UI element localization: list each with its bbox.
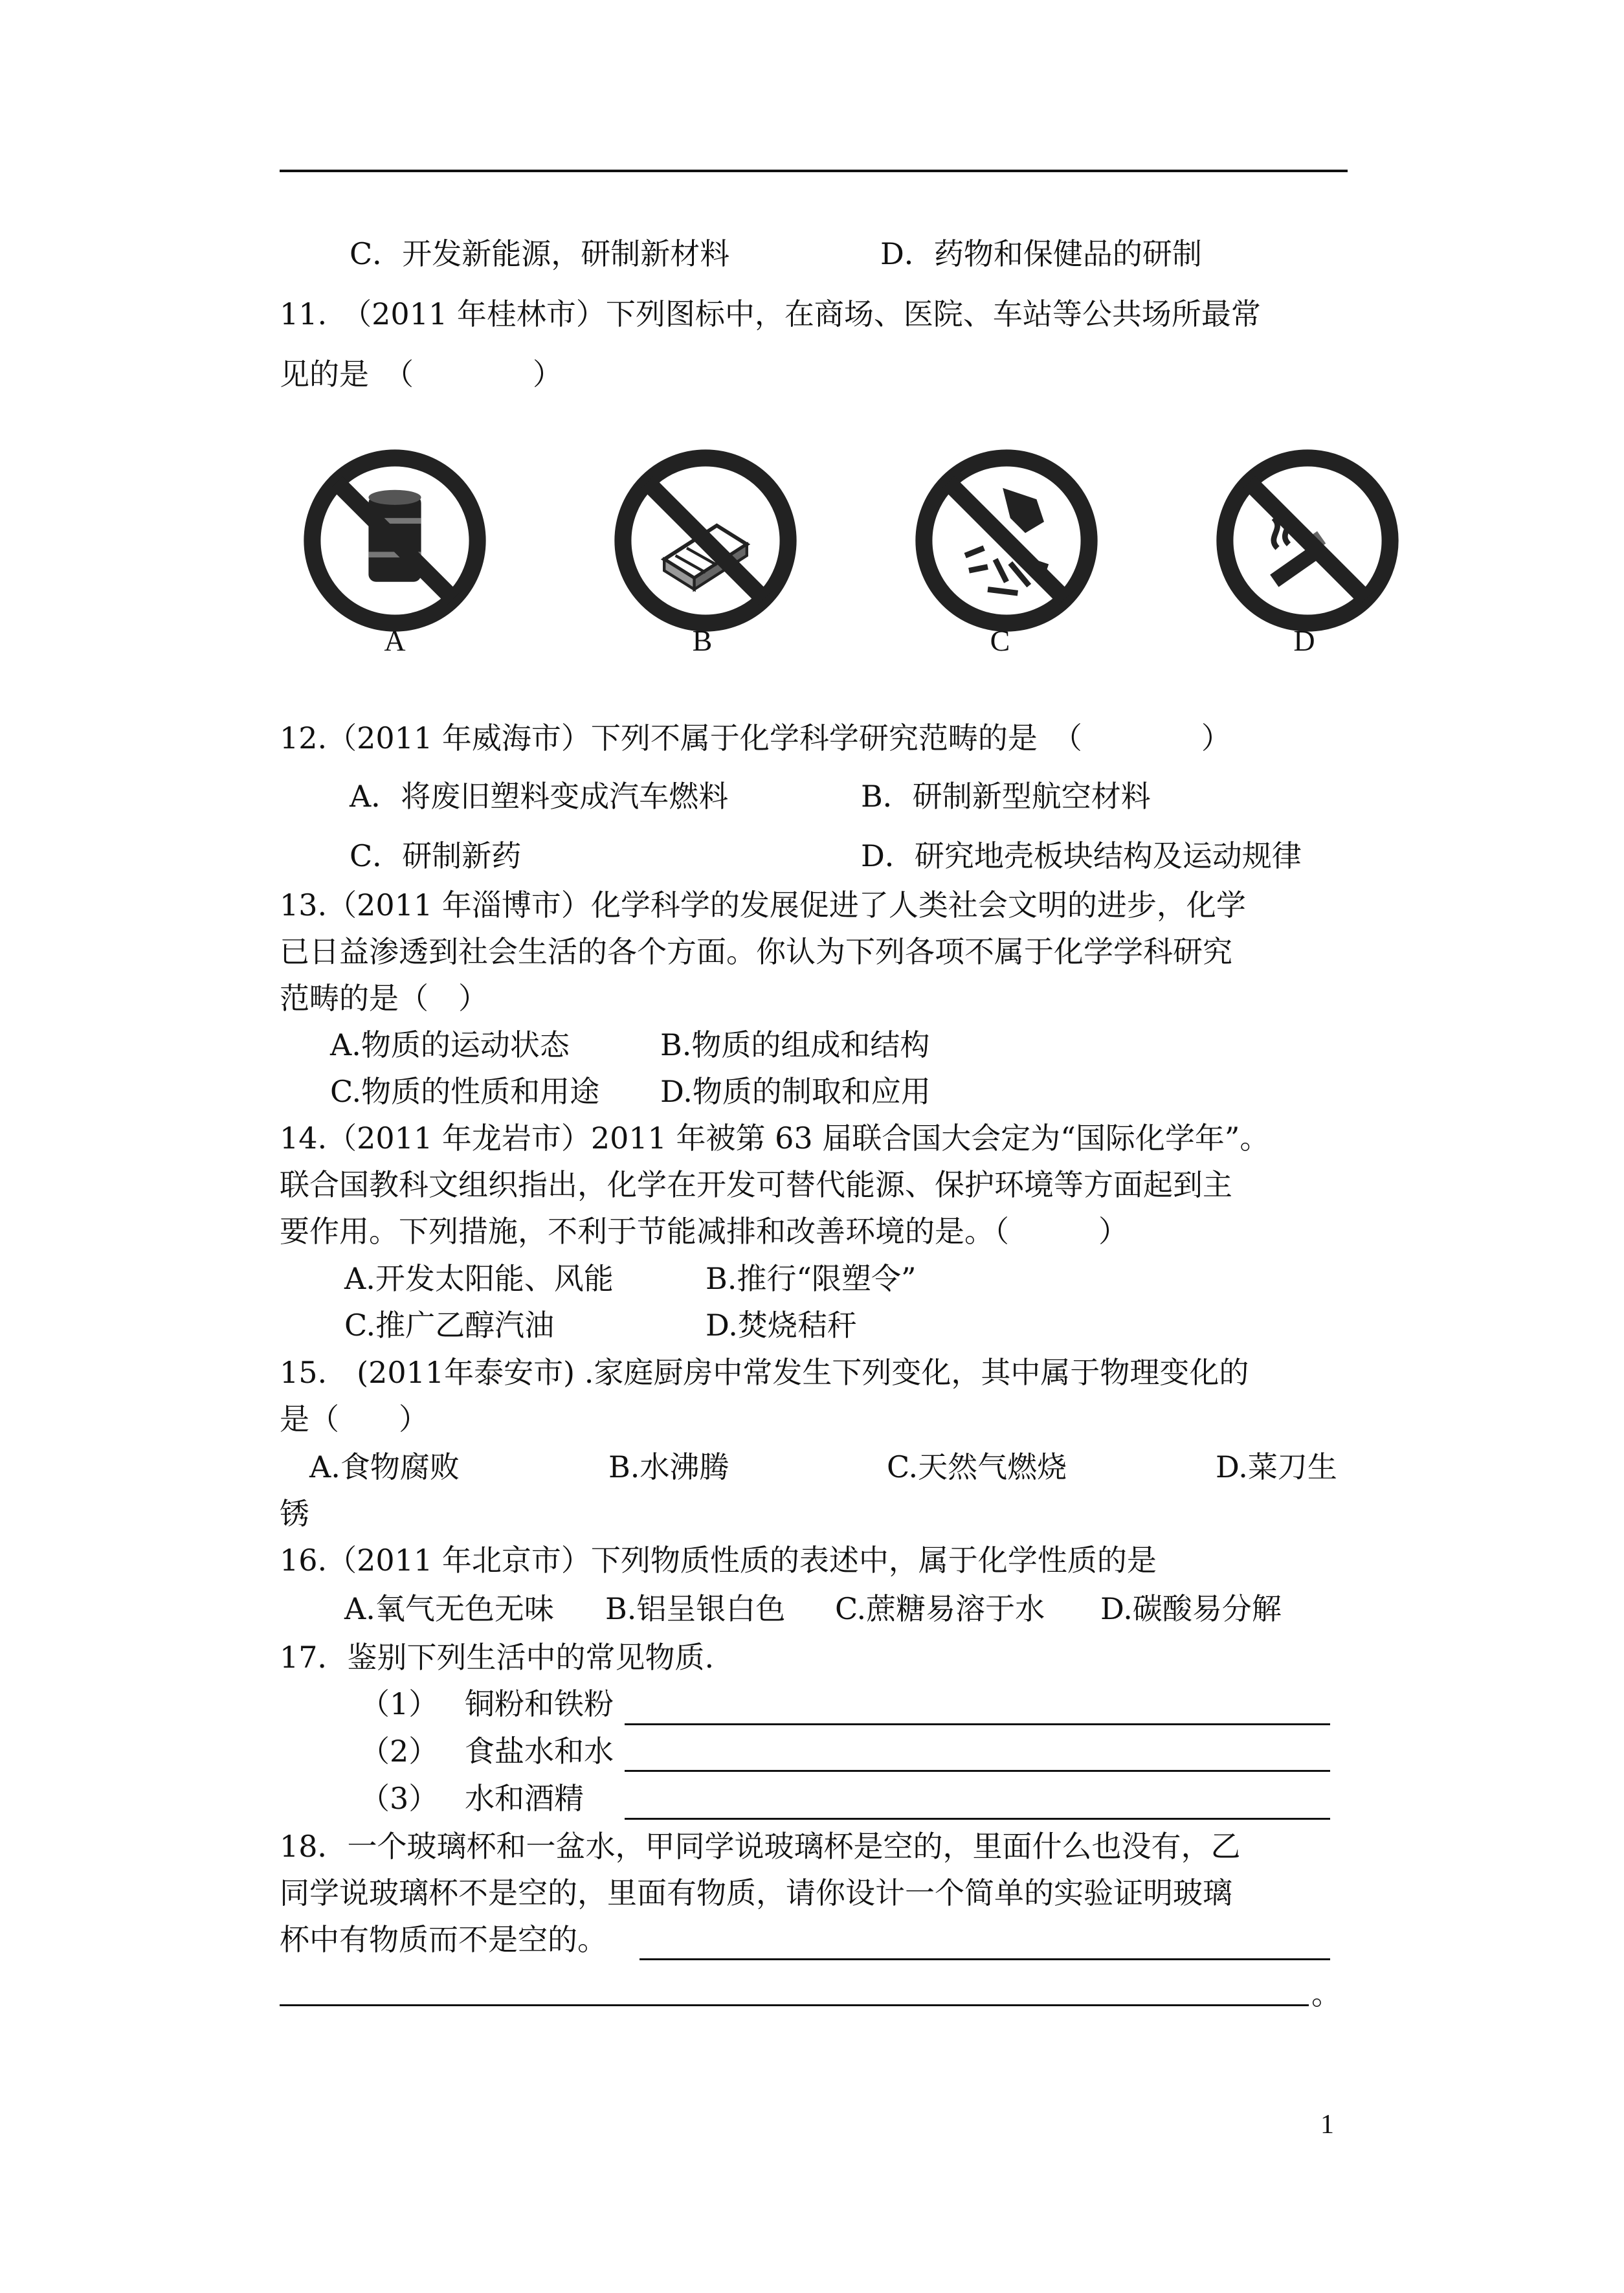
- sign-label-a: A: [384, 624, 406, 657]
- q18-answer-blank-2[interactable]: [280, 2004, 1309, 2006]
- q14-option-c: C.推广乙醇汽油: [344, 1308, 555, 1343]
- header-rule: [280, 170, 1348, 172]
- page-number: 1: [1320, 2110, 1334, 2140]
- q10-option-c: C．开发新能源，研制新材料: [350, 236, 730, 271]
- q12-stem: 12.（2011 年威海市）下列不属于化学科学研究范畴的是 （ ）: [280, 721, 1231, 755]
- q15-option-d: D.菜刀生: [1216, 1449, 1337, 1484]
- q11-stem-line2: 见的是 （ ）: [280, 357, 562, 392]
- q17-item-2-text: 食盐水和水: [465, 1734, 614, 1769]
- q17-item-1-answer-blank[interactable]: [625, 1723, 1330, 1725]
- q16-option-d: D.碳酸易分解: [1100, 1591, 1282, 1626]
- q18-stem-line2: 同学说玻璃杯不是空的，里面有物质，请你设计一个简单的实验证明玻璃: [280, 1875, 1232, 1910]
- q17-item-3-answer-blank[interactable]: [625, 1818, 1330, 1820]
- q18-stem-line1: 18．一个玻璃杯和一盆水，甲同学说玻璃杯是空的，里面什么也没有，乙: [280, 1829, 1241, 1864]
- q18-end-mark: 。: [1311, 1976, 1341, 2011]
- sign-label-b: B: [692, 624, 713, 657]
- q17-stem: 17．鉴别下列生活中的常见物质.: [280, 1640, 715, 1675]
- q15-option-b: B.水沸腾: [608, 1449, 729, 1484]
- q12-option-b: B．研制新型航空材料: [861, 779, 1151, 814]
- sign-label-c: C: [990, 624, 1010, 657]
- q13-option-b: B.物质的组成和结构: [660, 1027, 930, 1062]
- q17-item-2-answer-blank[interactable]: [625, 1770, 1330, 1772]
- q12-option-a: A．将废旧塑料变成汽车燃料: [350, 779, 729, 814]
- q13-option-c: C.物质的性质和用途: [330, 1074, 600, 1109]
- q12-option-d: D．研究地壳板块结构及运动规律: [861, 838, 1302, 873]
- q18-stem-line3: 杯中有物质而不是空的。: [280, 1922, 607, 1957]
- q13-option-a: A.物质的运动状态: [330, 1027, 570, 1062]
- q17-item-3-text: 水和酒精: [465, 1781, 584, 1816]
- sign-label-d: D: [1293, 624, 1315, 657]
- q17-item-2-number: （2）: [360, 1734, 439, 1769]
- q14-option-d: D.焚烧秸秆: [706, 1308, 857, 1343]
- q13-option-d: D.物质的制取和应用: [660, 1074, 931, 1109]
- q15-option-d-continued: 锈: [280, 1496, 309, 1531]
- q13-stem-line2: 已日益渗透到社会生活的各个方面。你认为下列各项不属于化学学科研究: [280, 934, 1232, 969]
- q15-option-a: A.食物腐败: [309, 1449, 460, 1484]
- q16-option-c: C.蔗糖易溶于水: [835, 1591, 1045, 1626]
- no-matches-icon: [612, 447, 799, 634]
- no-oil-drum-icon: [301, 447, 489, 634]
- q17-item-1-text: 铜粉和铁粉: [465, 1686, 614, 1721]
- q15-stem-line1: 15. (2011年泰安市) .家庭厨房中常发生下列变化，其中属于物理变化的: [280, 1355, 1249, 1390]
- q16-option-a: A.氧气无色无味: [344, 1591, 554, 1626]
- q10-option-d: D．药物和保健品的研制: [880, 236, 1202, 271]
- q16-stem: 16.（2011 年北京市）下列物质性质的表述中，属于化学性质的是: [280, 1543, 1157, 1578]
- q15-option-c: C.天然气燃烧: [887, 1449, 1067, 1484]
- q16-option-b: B.铝呈银白色: [605, 1591, 786, 1626]
- q14-option-b: B.推行“限塑令”: [706, 1261, 917, 1296]
- q18-answer-blank-1[interactable]: [640, 1958, 1330, 1960]
- q17-item-3-number: （3）: [360, 1781, 439, 1816]
- q14-stem-line1: 14.（2011 年龙岩市）2011 年被第 63 届联合国大会定为“国际化学年”。: [280, 1121, 1270, 1156]
- q17-item-1-number: （1）: [360, 1686, 439, 1721]
- no-fireworks-icon: [913, 447, 1100, 634]
- q14-option-a: A.开发太阳能、风能: [344, 1261, 614, 1296]
- no-smoking-icon: [1214, 447, 1401, 634]
- q12-option-c: C．研制新药: [350, 838, 522, 873]
- q14-stem-line2: 联合国教科文组织指出，化学在开发可替代能源、保护环境等方面起到主: [280, 1167, 1232, 1202]
- q13-stem-line1: 13.（2011 年淄博市）化学科学的发展促进了人类社会文明的进步，化学: [280, 888, 1246, 923]
- q11-stem-line1: 11. （2011 年桂林市）下列图标中，在商场、医院、车站等公共场所最常: [280, 296, 1261, 331]
- q15-stem-line2: 是（ ）: [280, 1402, 428, 1437]
- q13-stem-line3: 范畴的是（ ）: [280, 981, 488, 1016]
- q14-stem-line3: 要作用。下列措施，不利于节能减排和改善环境的是。（ ）: [280, 1214, 1128, 1249]
